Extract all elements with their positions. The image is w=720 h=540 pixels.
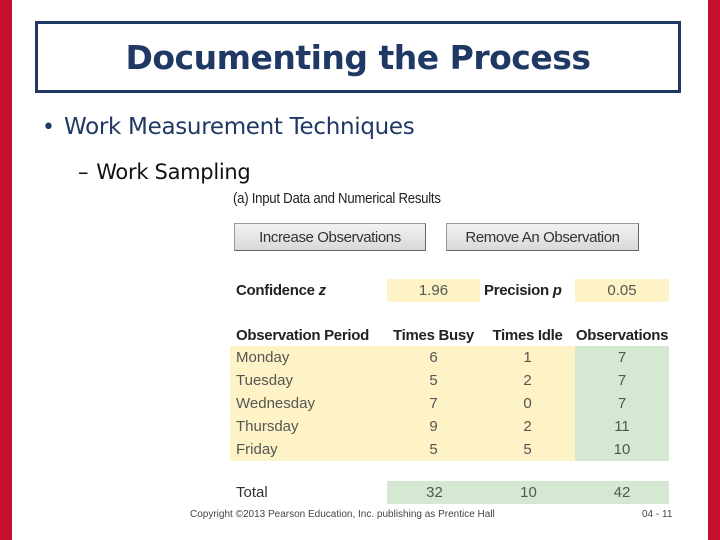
table-cell-idle[interactable]: 1 (480, 346, 575, 369)
precision-label-text: Precision (484, 282, 549, 299)
table-cell-observations: 7 (575, 369, 669, 392)
right-accent-bar (708, 0, 720, 540)
confidence-symbol: z (318, 282, 326, 299)
precision-symbol: p (552, 282, 562, 299)
table-cell-idle[interactable]: 5 (480, 438, 575, 461)
precision-value-cell[interactable]: 0.05 (575, 279, 669, 302)
table-cell-idle[interactable]: 0 (480, 392, 575, 415)
sub-bullet-work-sampling (78, 160, 250, 184)
header-observations: Observations (575, 327, 669, 344)
table-cell-busy[interactable]: 5 (387, 369, 480, 392)
table-row-period: Monday (230, 346, 480, 369)
remove-observation-button[interactable]: Remove An Observation (446, 223, 639, 251)
table-cell-busy[interactable]: 9 (387, 415, 480, 438)
table-cell-observations: 11 (575, 415, 669, 438)
left-accent-bar (0, 0, 12, 540)
table-row-period: Friday (230, 438, 480, 461)
title-box (35, 21, 681, 93)
table-row-period: Thursday (230, 415, 480, 438)
confidence-label (230, 279, 380, 302)
total-busy: 32 (387, 481, 482, 504)
table-cell-busy[interactable]: 6 (387, 346, 480, 369)
bullet-work-measurement (42, 114, 414, 140)
page-number: 04 - 11 (642, 509, 673, 520)
header-times-busy: Times Busy (393, 327, 474, 344)
table-cell-busy[interactable]: 7 (387, 392, 480, 415)
confidence-value-cell[interactable]: 1.96 (387, 279, 480, 302)
total-observations: 42 (575, 481, 669, 504)
dash-icon: – (78, 160, 89, 184)
total-idle: 10 (482, 481, 575, 504)
table-cell-idle[interactable]: 2 (480, 369, 575, 392)
table-cell-observations: 7 (575, 392, 669, 415)
slide-title: Documenting the Process (125, 37, 591, 77)
total-label: Total (236, 484, 268, 501)
table-cell-observations: 10 (575, 438, 669, 461)
sheet-caption: (a) Input Data and Numerical Results (233, 190, 441, 207)
bullet-icon: • (42, 114, 55, 140)
table-cell-busy[interactable]: 5 (387, 438, 480, 461)
header-observation-period: Observation Period (236, 327, 369, 344)
increase-observations-button[interactable]: Increase Observations (234, 223, 426, 251)
sub-bullet-text: Work Sampling (96, 160, 251, 184)
work-sampling-spreadsheet (230, 188, 675, 508)
table-row-period: Wednesday (230, 392, 480, 415)
header-times-idle: Times Idle (492, 327, 563, 344)
table-cell-idle[interactable]: 2 (480, 415, 575, 438)
copyright-footer: Copyright ©2013 Pearson Education, Inc. publishing as Prentice Hall (190, 509, 495, 520)
confidence-label-text: Confidence (236, 282, 315, 299)
bullet-text: Work Measurement Techniques (64, 114, 415, 140)
table-row-period: Tuesday (230, 369, 480, 392)
precision-label (478, 279, 568, 302)
table-cell-observations: 7 (575, 346, 669, 369)
